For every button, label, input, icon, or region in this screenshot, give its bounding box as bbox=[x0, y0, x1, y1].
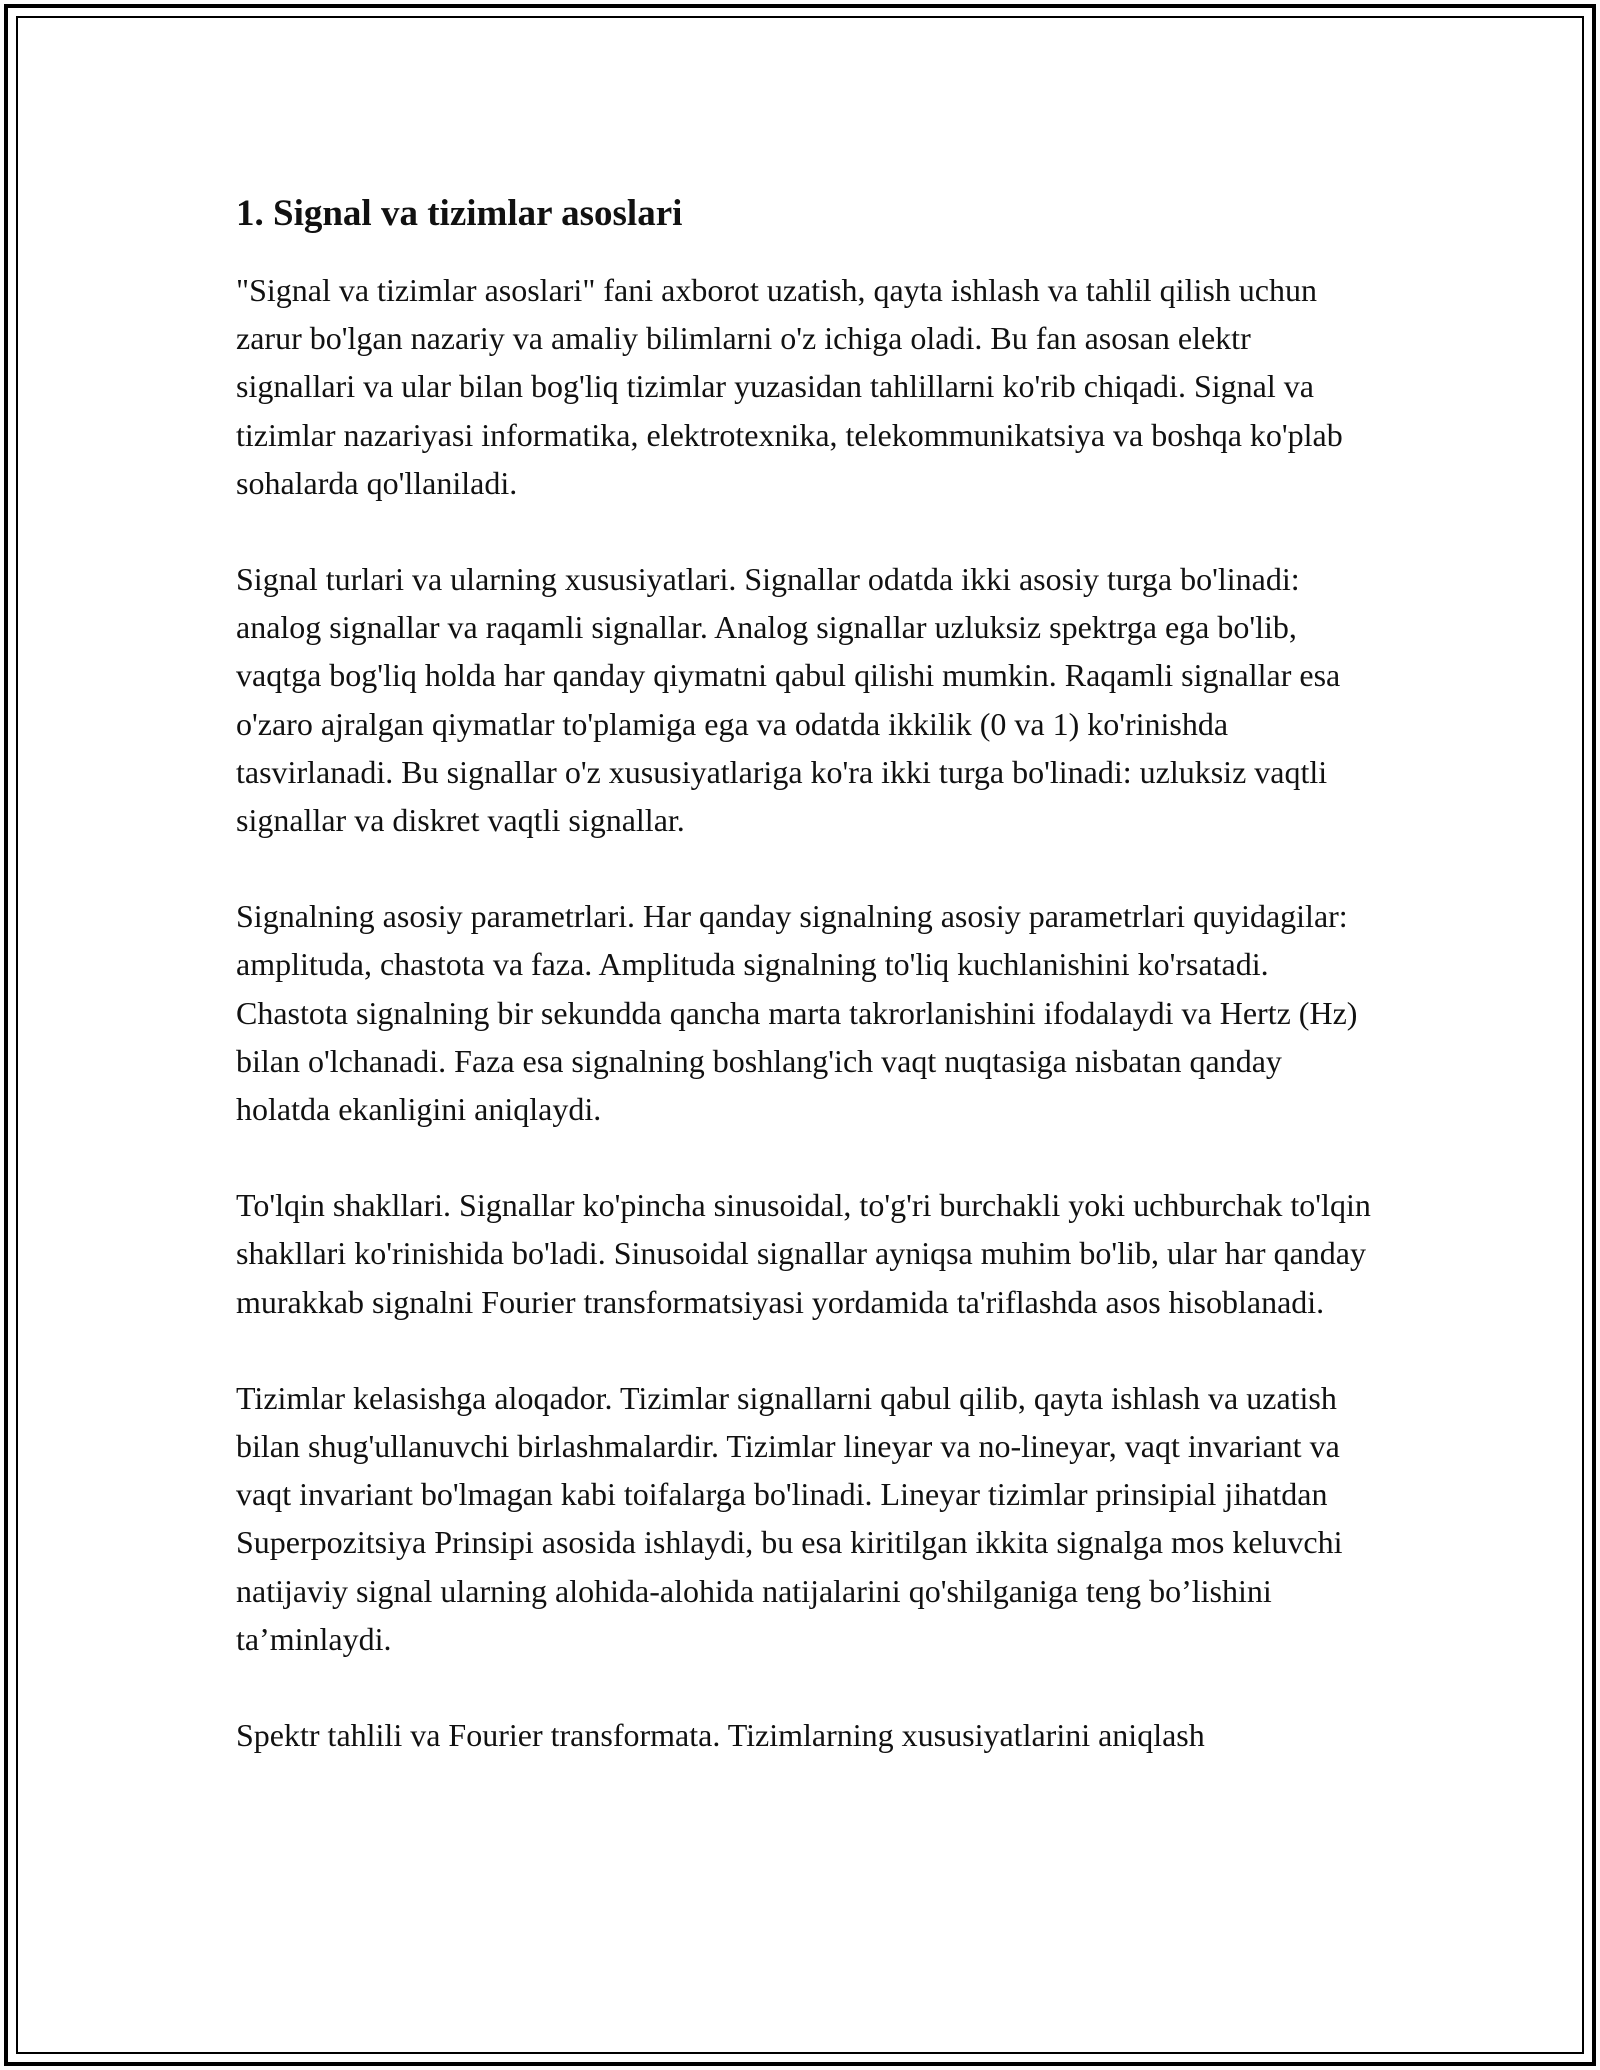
paragraph-systems: Tizimlar kelasishga aloqador. Tizimlar signallarni qabul qilib, qayta ishlash va uzatish bilan shug'ullanuvchi birlashmalardir. Tizimlar lineyar va no-lineyar, vaqt invariant va vaqt invariant bo'lmagan kabi toifalarga bo'linadi. Lineyar tizimlar prinsipial jihatdan Superpozitsiya Prinsipi asosida ishlaydi, bu esa kiritilgan ikkita signalga mos keluvchi natijaviy signal ularning alohida-alohida natijalarini qo'shilganiga teng bo’lishini ta’minlaydi. bbox=[236, 1379, 1343, 1657]
paragraph-intro: "Signal va tizimlar asoslari" fani axborot uzatish, qayta ishlash va tahlil qilish uchun zarur bo'lgan nazariy va amaliy bilimlarni o'z ichiga oladi. Bu fan asosan elektr signallari va ular bilan bog'liq tizimlar yuzasidan tahlillarni ko'rib chiqadi. Signal va tizimlar nazariyasi informatika, elektrotexnika, telekommunikatsiya va boshqa ko'plab sohalarda qo'llaniladi. bbox=[236, 272, 1343, 501]
paragraph-spectrum-analysis: Spektr tahlili va Fourier transformata. Tizimlarning xususiyatlarini aniqlash bbox=[236, 1717, 1205, 1754]
document-body bbox=[236, 188, 1376, 1807]
paragraph-signal-parameters: Signalning asosiy parametrlari. Har qanday signalning asosiy parametrlari quyidagilar: amplituda, chastota va faza. Amplituda signalning to'liq kuchlanishini ko'rsatadi. Chastota signalning bir sekundda qancha marta takrorlanishini ifodalaydi va Hertz (Hz) bilan o'lchanadi. Faza esa signalning boshlang'ich vaqt nuqtasiga nisbatan qanday holatda ekanligini aniqlaydi. bbox=[236, 898, 1358, 1128]
paragraph-waveforms: To'lqin shakllari. Signallar ko'pincha sinusoidal, to'g'ri burchakli yoki uchburchak to'lqin shakllari ko'rinishida bo'ladi. Sinusoidal signallar ayniqsa muhim bo'lib, ular har qanday murakkab signalni Fourier transformatsiyasi yordamida ta'riflashda asos hisoblanadi. bbox=[236, 1187, 1371, 1320]
paragraph-signal-types: Signal turlari va ularning xususiyatlari. Signallar odatda ikki asosiy turga bo'linadi: analog signallar va raqamli signallar. Analog signallar uzluksiz spektrga ega bo'lib, vaqtga bog'liq holda har qanday qiymatni qabul qilishi mumkin. Raqamli signallar esa o'zaro ajralgan qiymatlar to'plamiga ega va odatda ikkilik (0 va 1) ko'rinishda tasvirlanadi. Bu signallar o'z xususiyatlariga ko'ra ikki turga bo'linadi: uzluksiz vaqtli signallar va diskret vaqtli signallar. bbox=[236, 561, 1341, 839]
section-heading: 1. Signal va tizimlar asoslari bbox=[236, 193, 683, 234]
